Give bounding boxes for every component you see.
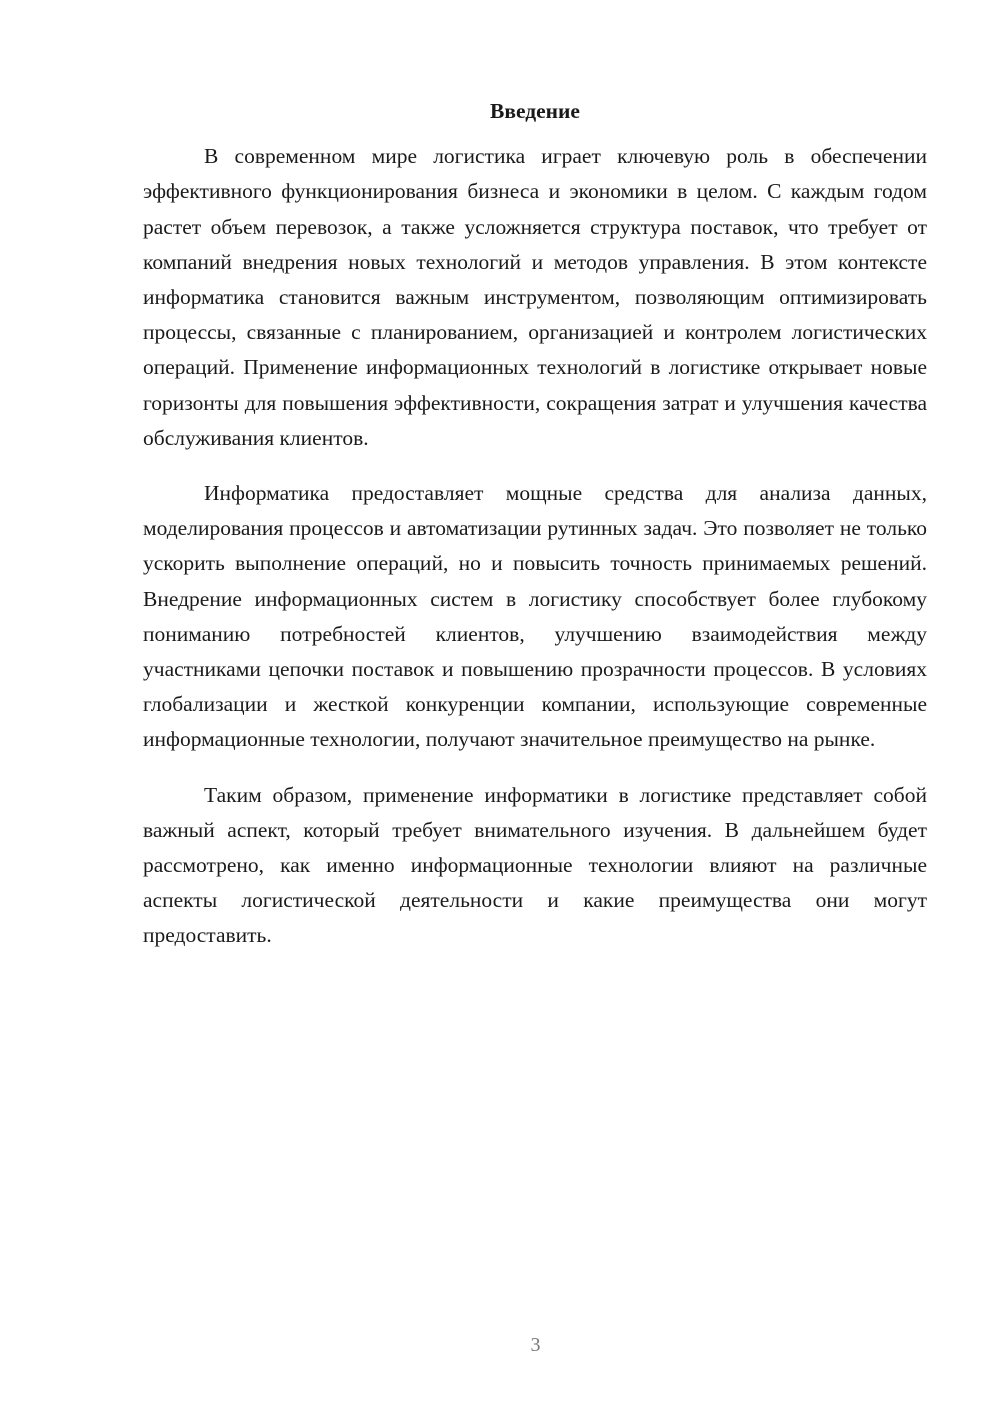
paragraph-conclusion: Таким образом, применение информатики в логистике представляет собой важный аспект, который требует внимательного изучения. В дальнейшем будет рассмотрено, как именно информационные технологии влияют на различные аспекты логистической деятельности и какие преимущества они могут предоставить. [143, 782, 927, 948]
paragraph-informatics: Информатика предоставляет мощные средства для анализа данных, моделирования процессов и автоматизации рутинных задач. Это позволяет не только ускорить выполнение операций, но и повысить точность принимаемых решений. Внедрение информационных систем в логистику способствует более глубокому пониманию потребностей клиентов, улучшению взаимодействия между участниками цепочки поставок и повышению прозрачности процессов. В условиях глобализации и жесткой конкуренции компании, использующие современные информационные технологии, получают значительное преимущество на рынке. [143, 481, 927, 752]
page-content [143, 94, 927, 954]
page-number: 3 [530, 1334, 541, 1356]
section-title: Введение [490, 99, 580, 123]
paragraph-intro: В современном мире логистика играет ключевую роль в обеспечении эффективного функционирования бизнеса и экономики в целом. С каждым годом растет объем перевозок, а также усложняется структура поставок, что требует от компаний внедрения новых технологий и методов управления. В этом контексте информатика становится важным инструментом, позволяющим оптимизировать процессы, связанные с планированием, организацией и контролем логистических операций. Применение информационных технологий в логистике открывает новые горизонты для повышения эффективности, сокращения затрат и улучшения качества обслуживания клиентов. [143, 144, 927, 450]
